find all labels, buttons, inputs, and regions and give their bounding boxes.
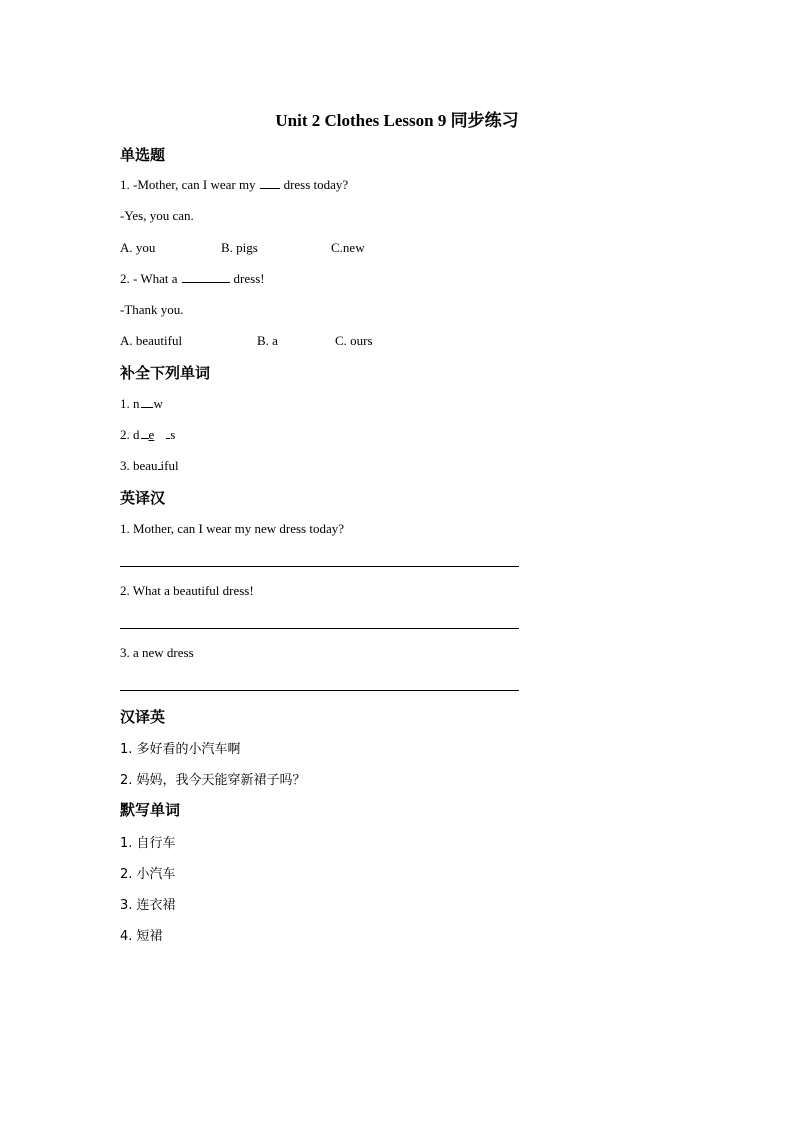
word-1-end: w [153, 396, 163, 411]
section-complete-words-heading: 补全下列单词 [120, 364, 211, 382]
question-2-option-b[interactable]: B. a [257, 333, 278, 348]
question-1-option-b[interactable]: B. pigs [221, 240, 258, 255]
question-1 [120, 177, 348, 193]
question-2-option-c[interactable]: C. ours [335, 333, 373, 348]
section-en-to-cn-heading: 英译汉 [120, 489, 166, 507]
en-to-cn-item-3: 3. a new dress [120, 645, 194, 660]
word-3 [120, 458, 179, 474]
answer-line-2[interactable] [120, 628, 519, 629]
word-1 [120, 396, 163, 412]
word-3-start: 3. beau [120, 458, 158, 473]
question-2 [120, 271, 265, 287]
question-1-option-a[interactable]: A. you [120, 240, 156, 255]
question-1-suffix: dress today? [283, 177, 349, 192]
question-2-blank[interactable] [182, 271, 230, 283]
question-1-blank[interactable] [260, 177, 280, 189]
dictation-item-1: 1. 自行车 [120, 836, 176, 851]
question-2-option-a[interactable]: A. beautiful [120, 333, 183, 348]
section-cn-to-en-heading: 汉译英 [120, 708, 166, 726]
question-1-prefix: 1. -Mother, can I wear my [120, 177, 256, 192]
section-single-choice-heading: 单选题 [120, 146, 166, 164]
dictation-item-2: 2. 小汽车 [120, 867, 176, 882]
word-2-blank-1[interactable] [141, 427, 149, 439]
question-2-prefix: 2. - What a [120, 271, 178, 286]
answer-line-1[interactable] [120, 566, 519, 567]
en-to-cn-item-2: 2. What a beautiful dress! [120, 583, 254, 598]
question-2-reply: -Thank you. [120, 302, 184, 317]
section-dictation-heading: 默写单词 [120, 801, 181, 819]
cn-to-en-item-2: 2. 妈妈，我今天能穿新裙子吗？ [120, 773, 306, 788]
question-1-option-c[interactable]: C.new [331, 240, 365, 255]
word-3-end: iful [160, 458, 179, 473]
answer-line-3[interactable] [120, 690, 519, 691]
cn-to-en-item-1: 1. 多好看的小汽车啊 [120, 742, 241, 757]
word-2-end: s [170, 427, 176, 442]
question-2-suffix: dress! [233, 271, 265, 286]
dictation-item-3: 3. 连衣裙 [120, 898, 176, 913]
page-title: Unit 2 Clothes Lesson 9 同步练习 [275, 111, 519, 130]
word-1-start: 1. n [120, 396, 140, 411]
word-1-blank[interactable] [141, 396, 153, 408]
word-2-middle: e [148, 427, 155, 442]
dictation-item-4: 4. 短裙 [120, 929, 163, 944]
question-1-reply: -Yes, you can. [120, 208, 194, 223]
word-2 [120, 427, 175, 443]
word-2-start: 2. d [120, 427, 140, 442]
en-to-cn-item-1: 1. Mother, can I wear my new dress today? [120, 521, 345, 536]
